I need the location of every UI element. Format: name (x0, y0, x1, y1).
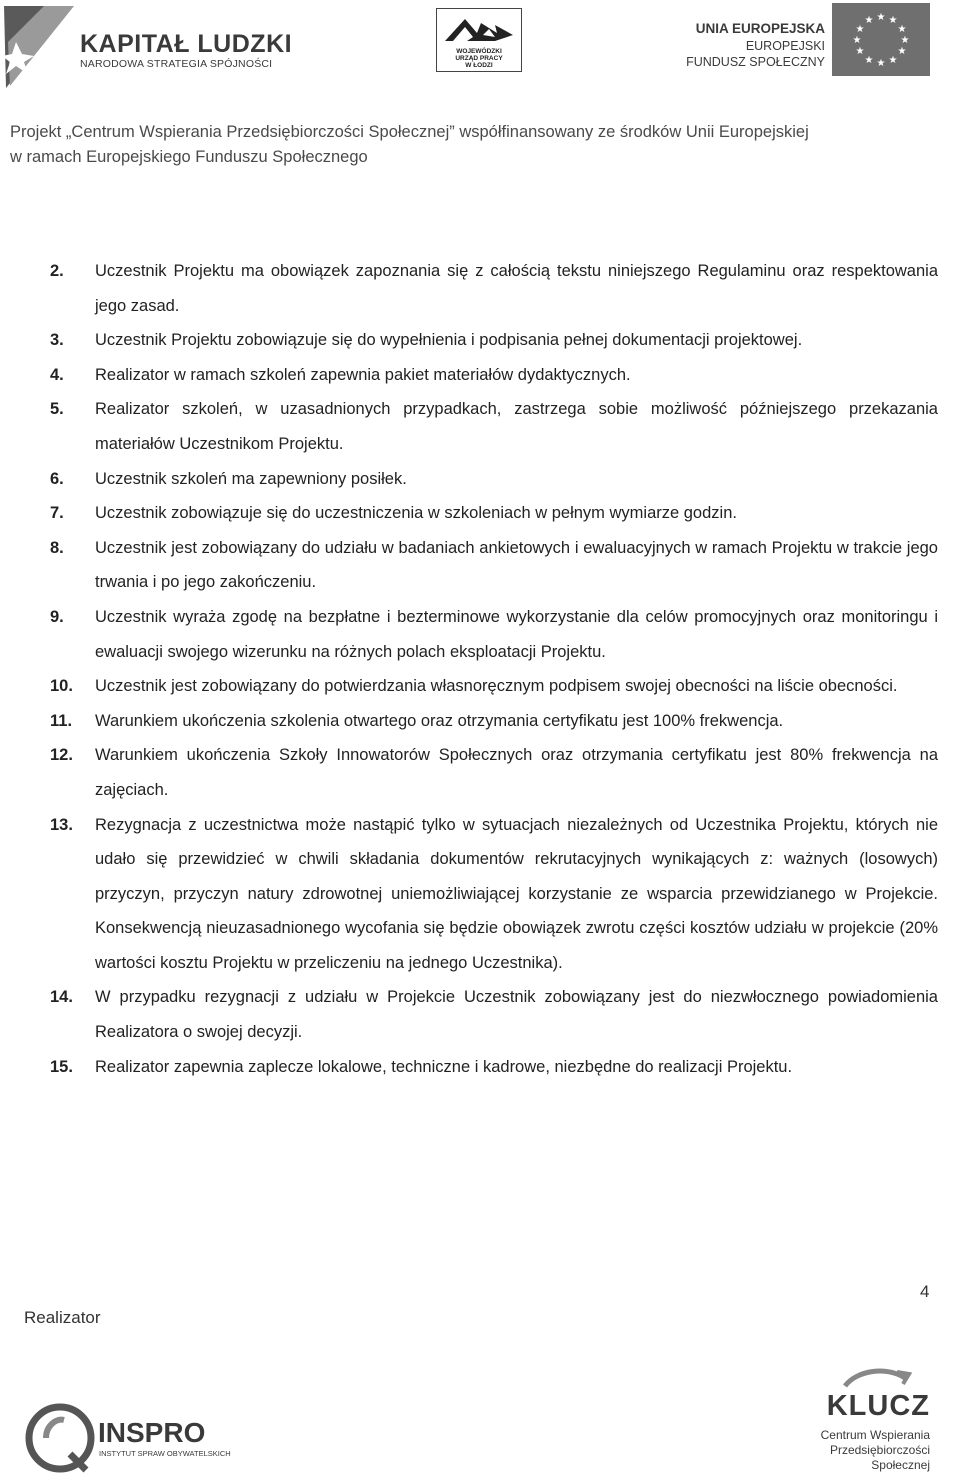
regulation-text: Warunkiem ukończenia Szkoły Innowatorów Społecznych oraz otrzymania certyfikatu jest 80% frekwencja na zajęciach. (95, 746, 938, 799)
inspro-text: INSPRO (98, 1417, 206, 1448)
regulation-text: Uczestnik wyraża zgodę na bezpłatne i bezterminowe wykorzystanie dla celów promocyjnych oraz monitoringu i ewaluacji swojego wizerunku na różnych polach eksploatacji Projektu. (95, 607, 938, 661)
regulation-item (50, 531, 938, 600)
footer-realizator-label: Realizator (24, 1308, 101, 1327)
regulation-text: Warunkiem ukończenia szkolenia otwartego oraz otrzymania certyfikatu jest 100% frekwencja. (95, 711, 784, 730)
svg-text:★: ★ (876, 12, 886, 23)
regulation-item (50, 1050, 938, 1085)
project-line-1: Projekt „Centrum Wspierania Przedsiębiorczości Społecznej” współfinansowany ze środków Unii Europejskiej (10, 123, 809, 141)
kapital-ludzki-title: KAPITAŁ LUDZKI (80, 30, 293, 58)
regulation-item (50, 669, 938, 704)
regulation-number: 6. (50, 469, 64, 488)
regulation-text: Uczestnik szkoleń ma zapewniony posiłek. (95, 469, 407, 488)
regulation-number: 13. (50, 815, 73, 834)
svg-text:★: ★ (864, 55, 874, 66)
wup-house-icon (437, 11, 521, 49)
regulation-text: Uczestnik jest zobowiązany do potwierdzania własnoręcznym podpisem swojej obecności na liście obecności. (95, 677, 898, 696)
inspro-logo-icon (24, 1398, 231, 1476)
regulation-text: Uczestnik Projektu zobowiązuje się do wypełnienia i podpisania pełnej dokumentacji projektowej. (95, 331, 803, 350)
inspro-tagline: INSTYTUT SPRAW OBYWATELSKICH (99, 1449, 231, 1458)
wup-logo-text: WOJEWÓDZKI URZĄD PRACY W ŁODZI (455, 48, 503, 69)
project-line-2: w ramach Europejskiego Funduszu Społecznego (10, 148, 368, 166)
inspro-logo (24, 1398, 231, 1476)
regulation-number: 12. (50, 746, 73, 765)
klucz-logo (805, 1360, 955, 1475)
project-info (10, 120, 955, 170)
regulation-number: 9. (50, 607, 64, 626)
regulation-item (50, 323, 938, 358)
eu-fund-line1: EUROPEJSKI (745, 39, 825, 53)
regulation-text: Realizator zapewnia zaplecze lokalowe, techniczne i kadrowe, niezbędne do realizacji Projektu. (95, 1057, 793, 1076)
regulation-number: 8. (50, 538, 64, 557)
regulation-text: Uczestnik jest zobowiązany do udziału w badaniach ankietowych i ewaluacyjnych w ramach Projektu w trakcie jego trwania i po jego zakończeniu. (95, 538, 938, 592)
regulation-item (50, 392, 938, 461)
regulation-item (50, 600, 938, 669)
kapital-ludzki-star-icon (4, 2, 76, 90)
regulation-number: 10. (50, 677, 73, 696)
regulation-item (50, 808, 938, 981)
wup-logo (436, 8, 522, 72)
eu-flag-icon (832, 3, 930, 76)
regulation-item (50, 738, 938, 807)
regulation-text: Rezygnacja z uczestnictwa może nastąpić tylko w sytuacjach niezależnych od Uczestnika Projektu, których nie udało się przewidzieć w chwili składania dokumentów rekrutacyjnych wynikających z: ważnych (losowych) przyczyn, przyczyn natury zdrowotnej uniemożliwiającej korzystanie ze wsparcia przewidzianego w Projekcie. Konsekwencją nieuzasadnionego wycofania się będzie obowiązek zwrotu części kosztów udziału w projekcie (20% wartości kosztu Projektu w przeliczeniu na jednego Uczestnika). (95, 815, 938, 972)
svg-text:★: ★ (888, 15, 898, 26)
svg-text:★: ★ (900, 35, 910, 46)
kapital-ludzki-subtitle: NARODOWA STRATEGIA SPÓJNOŚCI (80, 58, 273, 70)
svg-text:★: ★ (855, 46, 865, 57)
regulation-text: Realizator w ramach szkoleń zapewnia pakiet materiałów dydaktycznych. (95, 365, 631, 384)
regulation-number: 5. (50, 400, 64, 419)
regulation-number: 14. (50, 988, 73, 1007)
klucz-subtitle: Centrum Wspierania Przedsiębiorczości Społecznej (820, 1428, 930, 1472)
svg-text:★: ★ (888, 55, 898, 66)
regulation-number: 4. (50, 365, 64, 384)
svg-text:★: ★ (864, 15, 874, 26)
regulation-item (50, 254, 938, 323)
svg-text:★: ★ (855, 24, 865, 35)
svg-text:★: ★ (897, 24, 907, 35)
regulation-item (50, 980, 938, 1049)
svg-text:★: ★ (876, 58, 886, 69)
regulation-item (50, 496, 938, 531)
eu-title: UNIA EUROPEJSKA (695, 21, 825, 36)
regulation-number: 15. (50, 1057, 73, 1076)
klucz-key-icon (805, 1360, 955, 1390)
page-number: 4 (920, 1282, 930, 1301)
regulation-text: W przypadku rezygnacji z udziału w Projekcie Uczestnik zobowiązany jest do niezwłocznego powiadomienia Realizatora o swojej decyzji. (95, 988, 938, 1042)
regulation-number: 7. (50, 504, 64, 523)
svg-text:★: ★ (897, 46, 907, 57)
regulation-item (50, 462, 938, 497)
regulation-text: Realizator szkoleń, w uzasadnionych przypadkach, zastrzega sobie możliwość późniejszego przekazania materiałów Uczestnikom Projektu. (95, 400, 938, 453)
eu-text-block (640, 20, 825, 70)
regulation-number: 11. (50, 711, 73, 730)
regulation-number: 3. (50, 331, 64, 350)
regulation-text: Uczestnik Projektu ma obowiązek zapoznania się z całością tekstu niniejszego Regulaminu oraz respektowania jego zasad. (95, 262, 938, 315)
eu-fund-line2: FUNDUSZ SPOŁECZNY (686, 55, 825, 69)
regulation-item (50, 704, 938, 739)
eu-stars-icon (832, 3, 930, 76)
regulation-text: Uczestnik zobowiązuje się do uczestniczenia w szkoleniach w pełnym wymiarze godzin. (95, 504, 737, 523)
klucz-title: KLUCZ (826, 1390, 930, 1422)
regulation-list (50, 254, 938, 1084)
regulation-number: 2. (50, 262, 64, 280)
svg-text:★: ★ (852, 35, 862, 46)
regulation-item (50, 358, 938, 393)
